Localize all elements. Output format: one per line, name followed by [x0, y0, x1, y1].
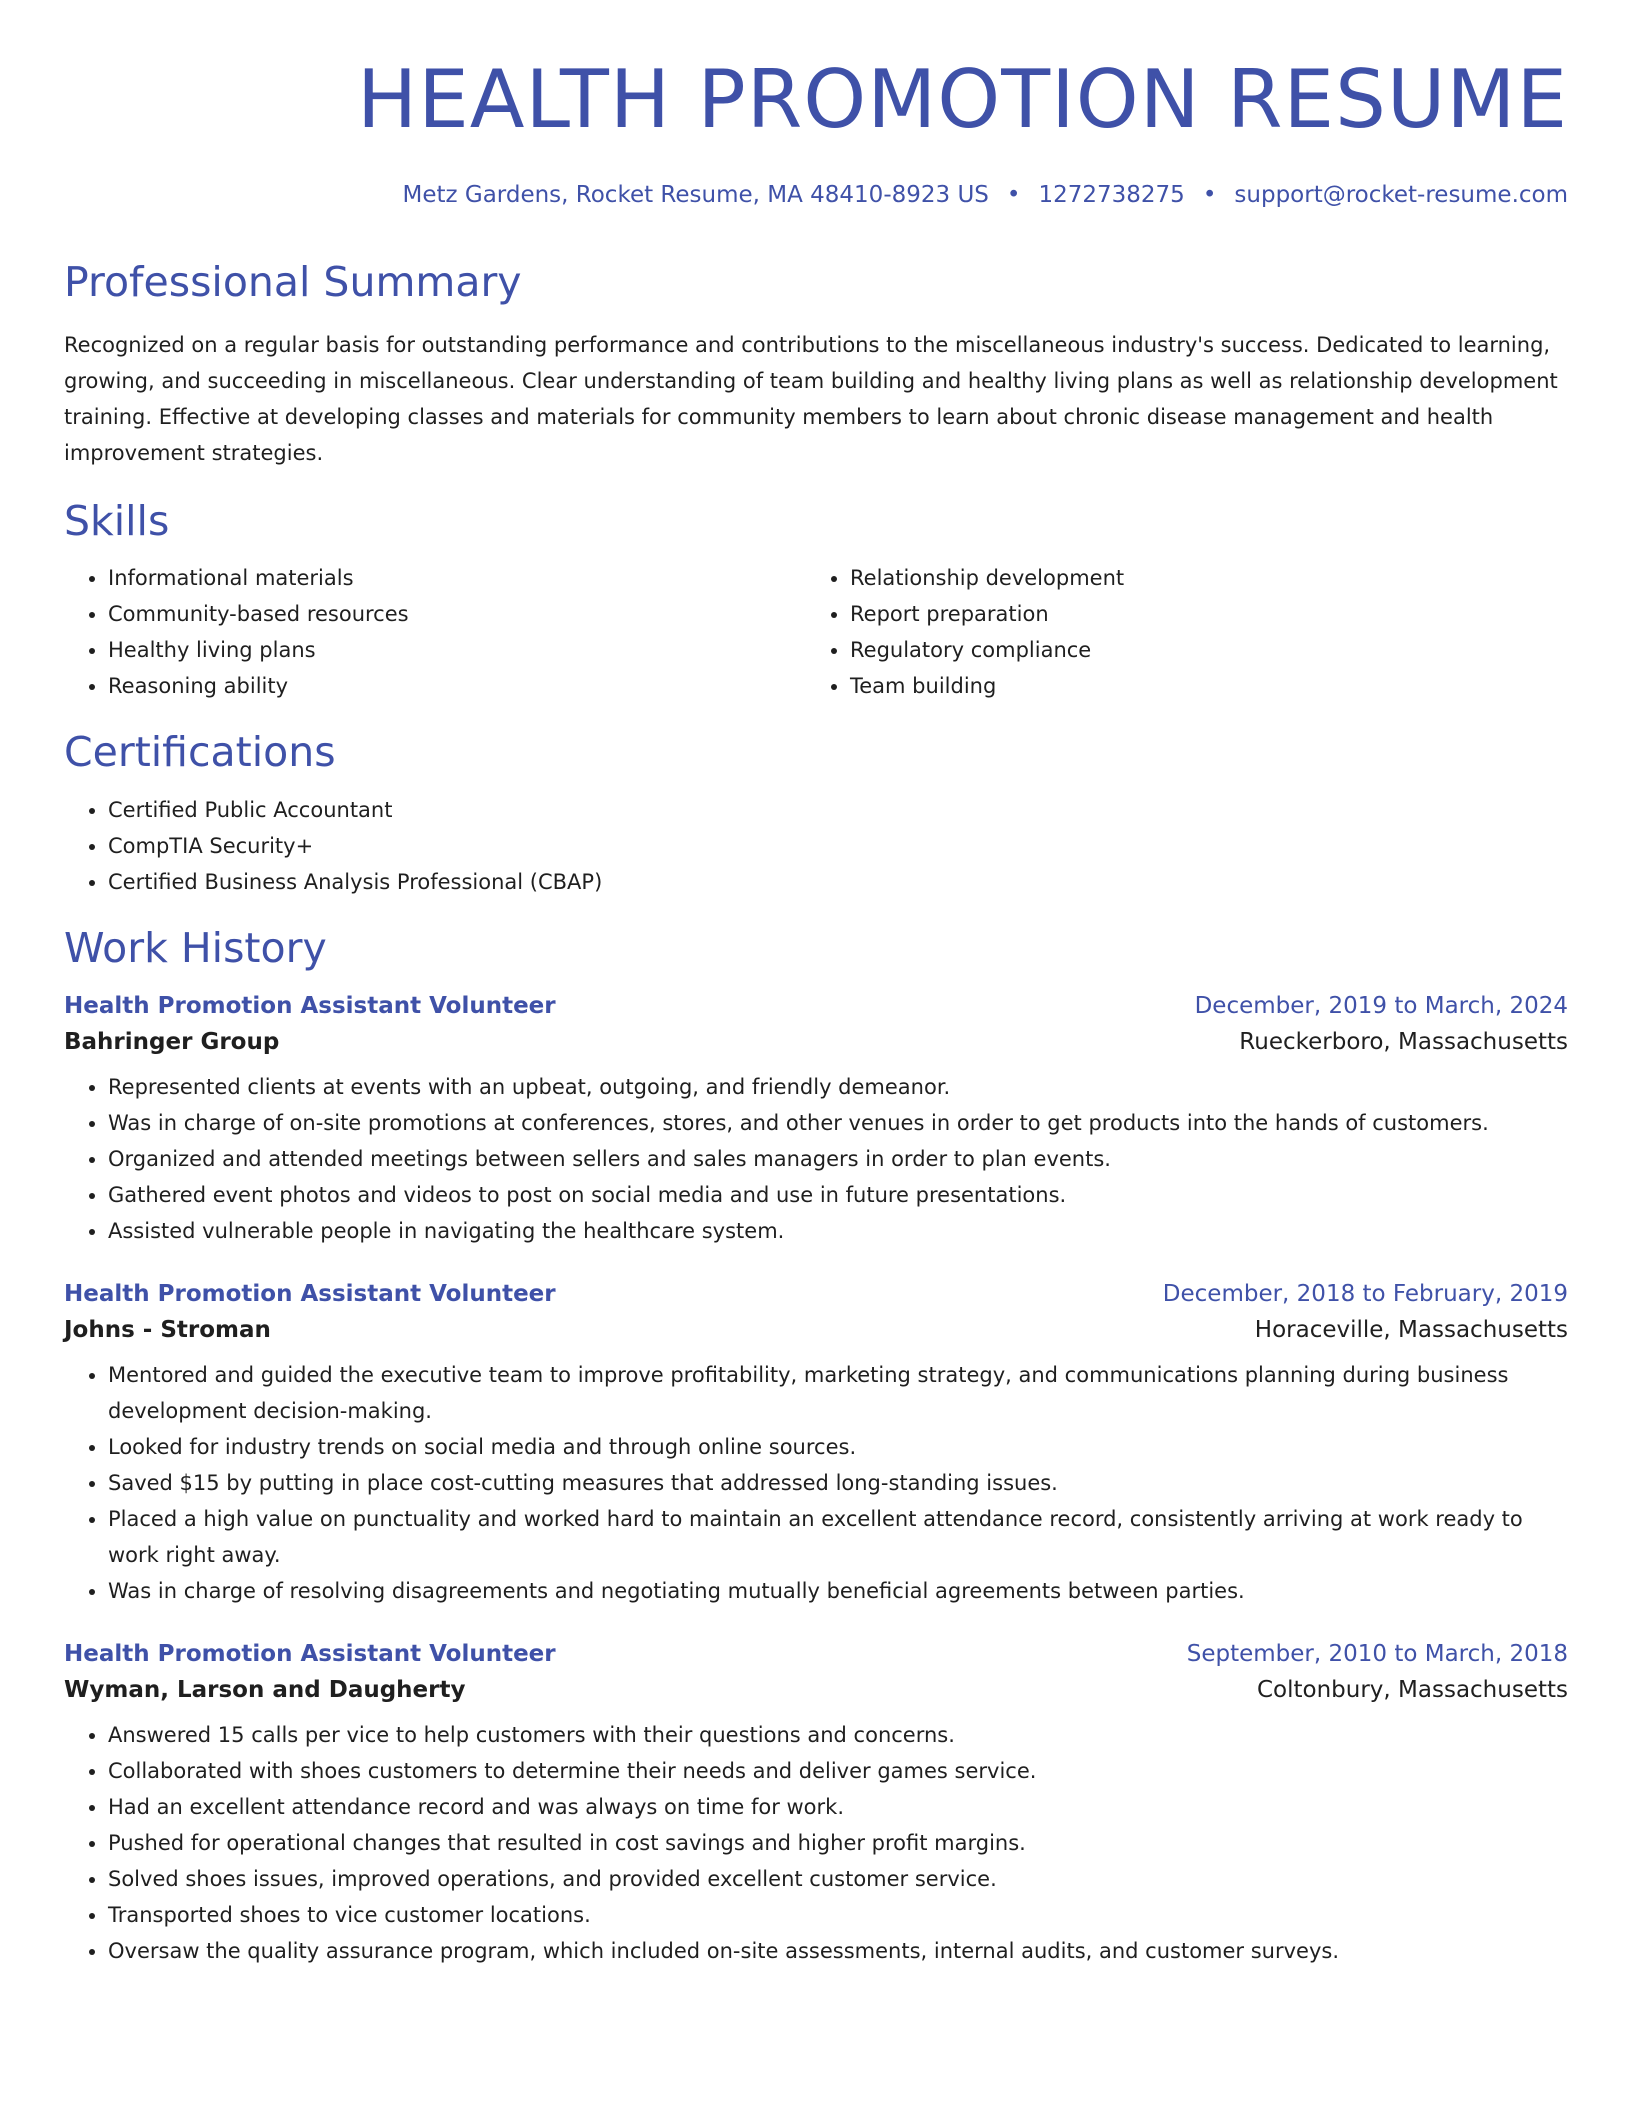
skill-item: • Healthy living plans — [108, 632, 806, 668]
job-bullet: • Oversaw the quality assurance program, which included on-site assessments, internal audits, and customer surveys. — [108, 1933, 1568, 1969]
job-entry — [64, 1641, 1568, 1969]
job-bullet: • Had an excellent attendance record and was always on time for work. — [108, 1789, 1568, 1825]
job-company: Bahringer Group — [64, 1028, 280, 1055]
skill-item: • Regulatory compliance — [850, 632, 1548, 668]
job-bullet: • Gathered event photos and videos to post on social media and use in future presentations. — [108, 1177, 1568, 1213]
skill-item: • Community-based resources — [108, 596, 806, 632]
address: Metz Gardens, Rocket Resume, MA 48410-8923 US — [402, 182, 989, 208]
job-company: Johns - Stroman — [64, 1316, 271, 1343]
job-location: Horaceville, Massachusetts — [1254, 1316, 1568, 1343]
job-bullet: • Organized and attended meetings between sellers and sales managers in order to plan events. — [108, 1141, 1568, 1177]
job-entry — [64, 993, 1568, 1249]
job-title: Health Promotion Assistant Volunteer — [64, 1280, 556, 1307]
job-bullet: • Placed a high value on punctuality and worked hard to maintain an excellent attendance record, consistently arriving at work ready to work right away. — [108, 1501, 1568, 1573]
professional-summary-section — [64, 258, 1568, 471]
skill-item: • Reasoning ability — [108, 668, 806, 704]
work-history-section — [64, 924, 1568, 1969]
job-bullet: • Looked for industry trends on social media and through online sources. — [108, 1429, 1568, 1465]
job-bullet: • Represented clients at events with an upbeat, outgoing, and friendly demeanor. — [108, 1069, 1568, 1105]
separator-dot: • — [1202, 182, 1217, 208]
job-title: Health Promotion Assistant Volunteer — [64, 1640, 556, 1667]
section-title-certifications: Certifications — [64, 728, 336, 777]
certification-item: • Certified Public Accountant — [108, 792, 1568, 828]
resume-title: HEALTH PROMOTION RESUME — [357, 53, 1568, 146]
job-location: Rueckerboro, Massachusetts — [1239, 1028, 1568, 1055]
section-title-work-history: Work History — [64, 923, 327, 972]
job-bullet: • Mentored and guided the executive team to improve profitability, marketing strategy, and communications planning during business development decision-making. — [108, 1357, 1568, 1429]
resume-page — [64, 0, 1568, 1969]
skills-columns — [64, 560, 1568, 704]
certification-item: • CompTIA Security+ — [108, 828, 1568, 864]
certification-item: • Certified Business Analysis Professional (CBAP) — [108, 864, 1568, 900]
skill-item: • Relationship development — [850, 560, 1548, 596]
job-title: Health Promotion Assistant Volunteer — [64, 992, 556, 1019]
skill-item: • Report preparation — [850, 596, 1548, 632]
phone: 1272738275 — [1038, 182, 1185, 208]
job-dates: September, 2010 to March, 2018 — [1186, 1640, 1568, 1667]
job-bullet: • Solved shoes issues, improved operations, and provided excellent customer service. — [108, 1861, 1568, 1897]
job-bullet: • Transported shoes to vice customer locations. — [108, 1897, 1568, 1933]
job-dates: December, 2019 to March, 2024 — [1194, 992, 1568, 1019]
separator-dot: • — [1006, 182, 1021, 208]
skills-column-left — [64, 560, 806, 704]
job-bullet: • Was in charge of resolving disagreements and negotiating mutually beneficial agreements between parties. — [108, 1573, 1568, 1609]
section-title-summary: Professional Summary — [64, 258, 522, 306]
skills-section — [64, 497, 1568, 704]
skill-item: • Informational materials — [108, 560, 806, 596]
contact-line — [64, 182, 1568, 212]
job-bullet: • Pushed for operational changes that resulted in cost savings and higher profit margins. — [108, 1825, 1568, 1861]
skill-item: • Team building — [850, 668, 1548, 704]
job-bullet: • Answered 15 calls per vice to help customers with their questions and concerns. — [108, 1717, 1568, 1753]
job-bullet: • Assisted vulnerable people in navigating the healthcare system. — [108, 1213, 1568, 1249]
email: support@rocket-resume.com — [1234, 182, 1568, 208]
summary-text: Recognized on a regular basis for outstanding performance and contributions to the miscellaneous industry's success. Dedicated to learning, growing, and succeeding in miscellaneous. Clear understanding of team building and healthy living plans as well as relationship development training. Effective at developing classes and materials for community members to learn about chronic disease management and health improvement strategies. — [64, 333, 1558, 466]
job-company: Wyman, Larson and Daugherty — [64, 1676, 466, 1703]
job-bullet: • Collaborated with shoes customers to determine their needs and deliver games service. — [108, 1753, 1568, 1789]
job-location: Coltonbury, Massachusetts — [1256, 1676, 1568, 1703]
section-title-skills: Skills — [64, 497, 170, 546]
job-bullet: • Saved $15 by putting in place cost-cutting measures that addressed long-standing issues. — [108, 1465, 1568, 1501]
job-entry — [64, 1281, 1568, 1609]
skills-column-right — [806, 560, 1548, 704]
job-dates: December, 2018 to February, 2019 — [1162, 1280, 1568, 1307]
job-bullet: • Was in charge of on-site promotions at conferences, stores, and other venues in order to get products into the hands of customers. — [108, 1105, 1568, 1141]
certifications-section — [64, 728, 1568, 899]
